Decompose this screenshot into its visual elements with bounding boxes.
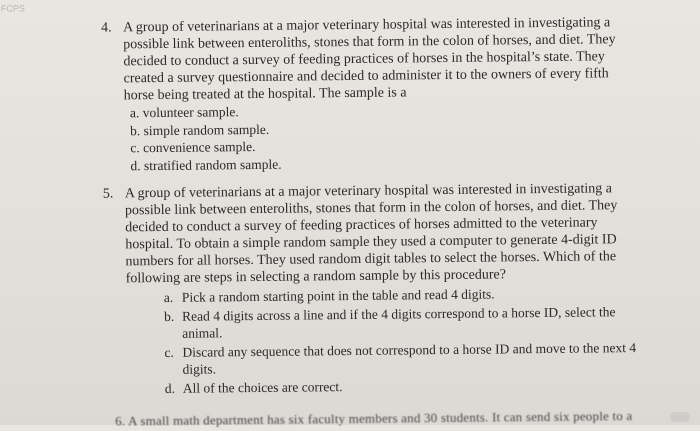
answer-options <box>130 99 643 174</box>
option-letter: d. <box>164 380 176 396</box>
header-mark: FCPS <box>0 3 25 14</box>
option-text: Discard any sequence that does not correspond to a horse ID and move to the next 4 digits. <box>182 339 637 377</box>
question-6-partial: 6. A small math department has six faculty members and 30 students. It can send six people to a <box>115 408 633 429</box>
option-letter: b. <box>163 308 175 324</box>
answer-options <box>164 284 645 397</box>
question-text: A group of veterinarians at a major veterinary hospital was interested in investigating a possible link between enteroliths, stones that form in the colon of horses, and diet. They decided to conduct a survey of feeding practices of horses in the hospital’s state. They created a survey questionnaire and decided to administer it to the owners of every fifth horse being treated at the hospital. The sample is a <box>122 15 616 104</box>
question-number: 4. <box>100 20 112 36</box>
question-5 <box>103 180 645 399</box>
option-text: All of the choices are correct. <box>182 378 343 396</box>
answer-option-c[interactable]: c. convenience sample. <box>130 138 256 156</box>
answer-option-d[interactable]: d. stratified random sample. <box>130 156 282 173</box>
answer-option-c[interactable] <box>164 338 652 378</box>
option-text: Read 4 digits across a line and if the 4 digits correspond to a horse ID, select the animal. <box>181 303 616 341</box>
question-text: A group of veterinarians at a major veterinary hospital was interested in investigating a possible link between enteroliths, stones that form in the colon of horses, and diet. They decided to conduct a survey of feeding practices of horses admitted to the veterinary hospital. To obtain a simple random sample they used a computer to generate 4-digit ID numbers for all horses. They used random digit tables to select the horses. Which of the following are steps in selecting a random sample by this procedure? <box>124 181 618 287</box>
option-letter: a. <box>163 289 174 305</box>
corner-shape <box>670 412 690 422</box>
answer-option-b[interactable]: b. simple random sample. <box>130 121 270 138</box>
question-4 <box>101 14 643 175</box>
option-text: Pick a random starting point in the table and read 4 digits. <box>181 286 495 305</box>
question-number: 5. <box>102 186 114 202</box>
answer-option-b[interactable] <box>164 302 652 342</box>
answer-option-a[interactable]: a. volunteer sample. <box>129 104 239 121</box>
answer-option-d[interactable] <box>165 374 653 397</box>
option-letter: c. <box>164 344 174 360</box>
